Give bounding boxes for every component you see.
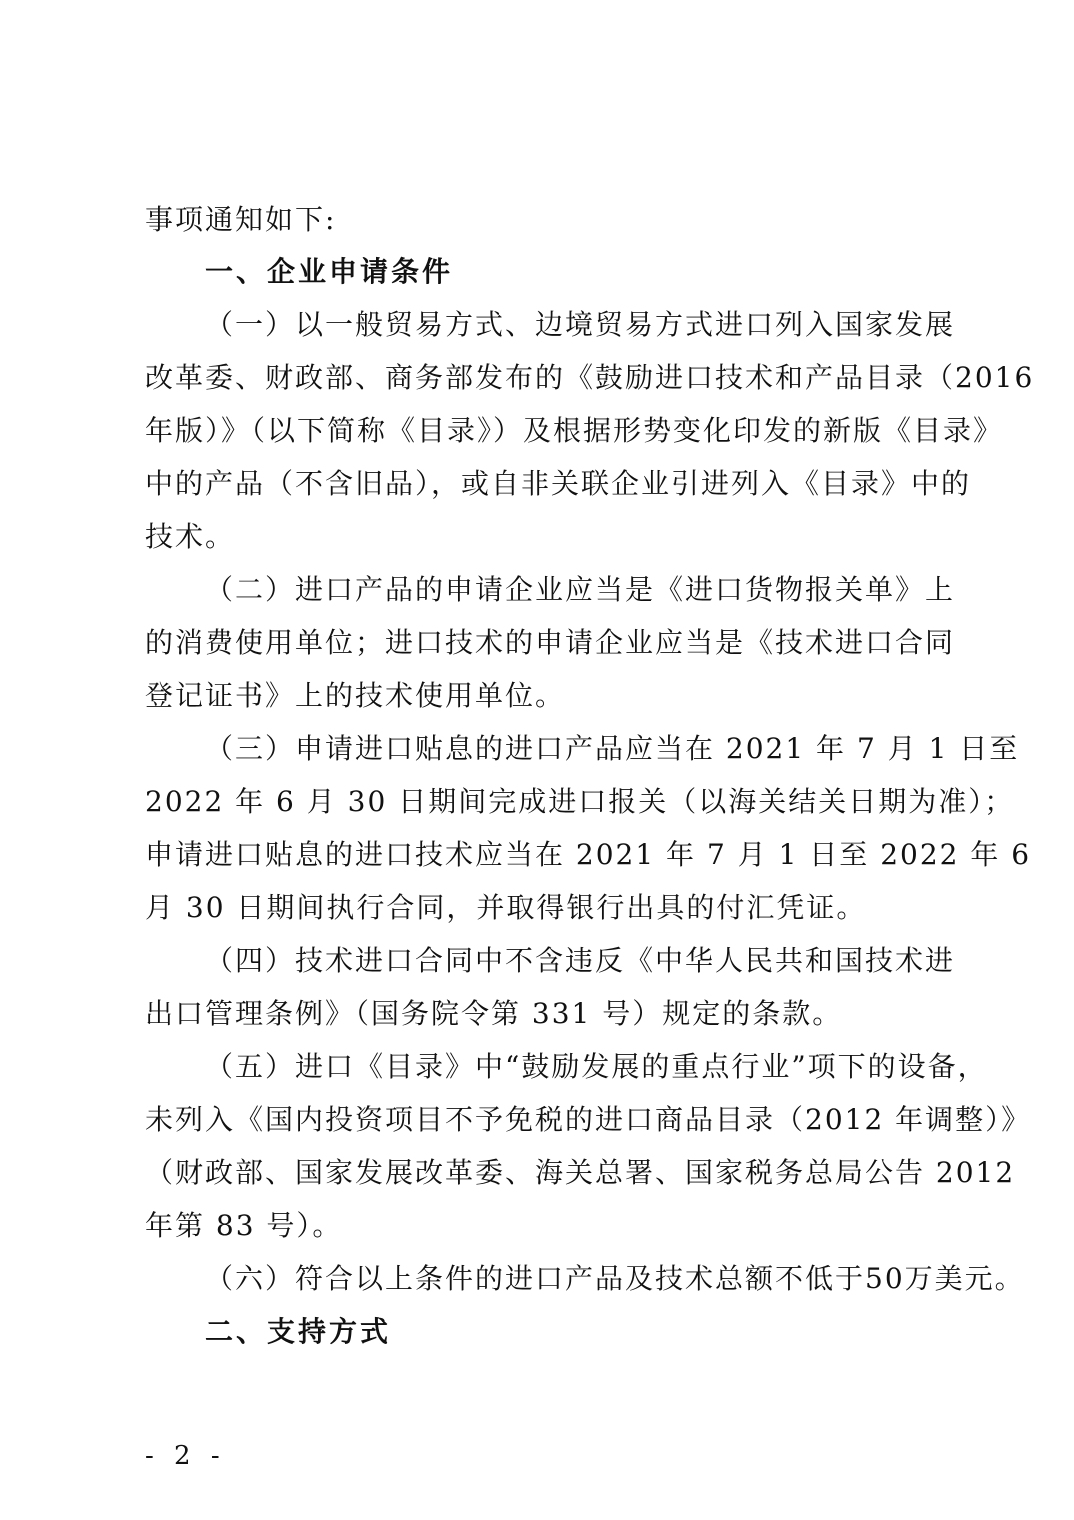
section-heading-1: 一、企业申请条件 — [205, 255, 454, 288]
clause-3-line-3: 申请进口贴息的进口技术应当在 2021 年 7 月 1 日至 2022 年 6 — [145, 838, 1032, 871]
clause-3-line-4: 月 30 日期间执行合同，并取得银行出具的付汇凭证。 — [145, 891, 867, 924]
clause-2-line-2: 的消费使用单位；进口技术的申请企业应当是《技术进口合同 — [145, 626, 956, 659]
clause-3-line-1: （三）申请进口贴息的进口产品应当在 2021 年 7 月 1 日至 — [205, 732, 1020, 765]
clause-4-line-2: 出口管理条例》（国务院令第 331 号）规定的条款。 — [145, 997, 843, 1030]
clause-2-line-1: （二）进口产品的申请企业应当是《进口货物报关单》上 — [205, 573, 956, 606]
clause-5-line-1: （五）进口《目录》中“鼓励发展的重点行业”项下的设备， — [205, 1050, 988, 1083]
clause-1-line-5: 技术。 — [145, 520, 236, 553]
clause-4-line-1: （四）技术进口合同中不含违反《中华人民共和国技术进 — [205, 944, 956, 977]
clause-3-line-2: 2022 年 6 月 30 日期间完成进口报关（以海关结关日期为准）； — [145, 785, 1015, 818]
intro-line: 事项通知如下: — [145, 203, 337, 236]
clause-5-line-2: 未列入《国内投资项目不予免税的进口商品目录（2012 年调整）》 — [145, 1103, 1032, 1136]
clause-1-line-4: 中的产品（不含旧品），或自非关联企业引进列入《目录》中的 — [145, 467, 972, 500]
clause-5-line-3: （财政部、国家发展改革委、海关总署、国家税务总局公告 2012 — [145, 1156, 1016, 1189]
clause-5-line-4: 年第 83 号）。 — [145, 1209, 343, 1242]
clause-1-line-3: 年版）》（以下简称《目录》）及根据形势变化印发的新版《目录》 — [145, 414, 1004, 447]
clause-1-line-2: 改革委、财政部、商务部发布的《鼓励进口技术和产品目录（2016 — [145, 361, 1035, 394]
clause-2-line-3: 登记证书》上的技术使用单位。 — [145, 679, 566, 712]
clause-6-line-1: （六）符合以上条件的进口产品及技术总额不低于50万美元。 — [205, 1262, 1025, 1295]
page-number: - 2 - — [145, 1441, 226, 1471]
clause-1-line-1: （一）以一般贸易方式、边境贸易方式进口列入国家发展 — [205, 308, 956, 341]
section-heading-2: 二、支持方式 — [205, 1315, 392, 1348]
